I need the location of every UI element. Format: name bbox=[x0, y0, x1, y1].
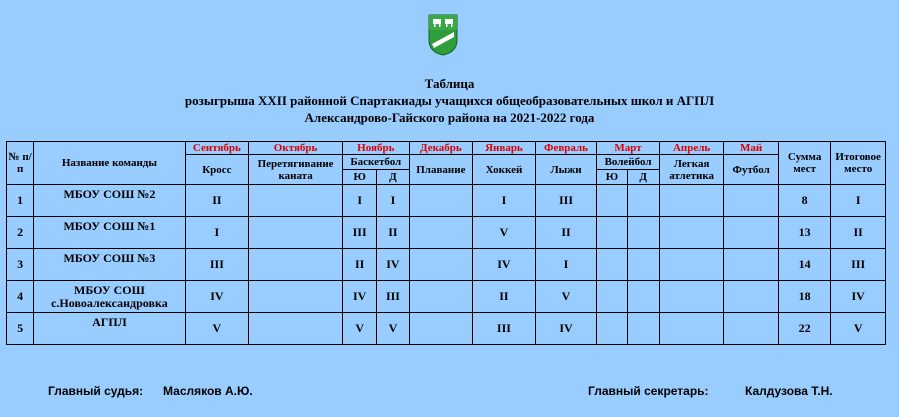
cell-tug bbox=[249, 249, 343, 281]
month-sep: Сентябрь bbox=[185, 142, 249, 155]
cell-team: МБОУ СОШ с.Новоалександровка bbox=[34, 281, 185, 313]
cell-cross: I bbox=[185, 217, 249, 249]
basketball-youth: Ю bbox=[343, 170, 377, 185]
cell-basketball-youth: I bbox=[343, 185, 377, 217]
results-table bbox=[6, 141, 886, 345]
cell-basketball-girls: I bbox=[377, 185, 409, 217]
header-num: № п/п bbox=[7, 142, 34, 185]
cell-sum: 18 bbox=[778, 281, 830, 313]
header-final: Итоговое место bbox=[831, 142, 886, 185]
cell-sum: 22 bbox=[778, 313, 830, 345]
cell-volleyball-youth bbox=[597, 313, 627, 345]
cell-ski: I bbox=[535, 249, 597, 281]
cell-final: III bbox=[831, 249, 886, 281]
cell-num: 3 bbox=[7, 249, 34, 281]
cell-sum: 8 bbox=[778, 185, 830, 217]
cell-athletics bbox=[659, 313, 724, 345]
cell-team: МБОУ СОШ №3 bbox=[34, 249, 185, 281]
sport-ski: Лыжи bbox=[535, 155, 597, 185]
cell-team: МБОУ СОШ №1 bbox=[34, 217, 185, 249]
cell-final: II bbox=[831, 217, 886, 249]
cell-athletics bbox=[659, 217, 724, 249]
cell-team: МБОУ СОШ №2 bbox=[34, 185, 185, 217]
header-sum: Сумма мест bbox=[778, 142, 830, 185]
sport-football: Футбол bbox=[724, 155, 778, 185]
month-may: Май bbox=[724, 142, 778, 155]
cell-volleyball-youth bbox=[597, 281, 627, 313]
cell-basketball-girls: III bbox=[377, 281, 409, 313]
month-jan: Январь bbox=[473, 142, 536, 155]
cell-num: 4 bbox=[7, 281, 34, 313]
cell-num: 2 bbox=[7, 217, 34, 249]
cell-basketball-youth: III bbox=[343, 217, 377, 249]
cell-football bbox=[724, 281, 778, 313]
cell-cross: III bbox=[185, 249, 249, 281]
cell-swimming bbox=[409, 185, 473, 217]
sport-volleyball: Волейбол bbox=[597, 155, 660, 170]
cell-volleyball-youth bbox=[597, 249, 627, 281]
month-nov: Ноябрь bbox=[343, 142, 410, 155]
cell-hockey: V bbox=[473, 217, 536, 249]
title-line-1: Таблица bbox=[424, 76, 475, 91]
table-row bbox=[7, 217, 886, 249]
cell-swimming bbox=[409, 281, 473, 313]
cell-num: 5 bbox=[7, 313, 34, 345]
cell-hockey: II bbox=[473, 281, 536, 313]
judge-name: Масляков А.Ю. bbox=[163, 384, 253, 398]
cell-football bbox=[724, 217, 778, 249]
cell-basketball-girls: IV bbox=[377, 249, 409, 281]
sport-cross: Кросс bbox=[185, 155, 249, 185]
secretary-name: Калдузова Т.Н. bbox=[745, 384, 833, 398]
cell-basketball-girls: V bbox=[377, 313, 409, 345]
month-dec: Декабрь bbox=[409, 142, 473, 155]
cell-final: IV bbox=[831, 281, 886, 313]
cell-ski: IV bbox=[535, 313, 597, 345]
cell-volleyball-youth bbox=[597, 185, 627, 217]
table-row bbox=[7, 313, 886, 345]
sport-tug: Перетягивание каната bbox=[249, 155, 343, 185]
table-row bbox=[7, 249, 886, 281]
month-apr: Апрель bbox=[659, 142, 724, 155]
cell-volleyball-youth bbox=[597, 217, 627, 249]
cell-athletics bbox=[659, 249, 724, 281]
cell-ski: III bbox=[535, 185, 597, 217]
title-line-3: Александрово-Гайского района на 2021-2022 года bbox=[304, 110, 595, 125]
table-row bbox=[7, 185, 886, 217]
cell-cross: V bbox=[185, 313, 249, 345]
sport-basketball: Баскетбол bbox=[343, 155, 410, 170]
secretary-label: Главный секретарь: bbox=[588, 384, 709, 398]
cell-basketball-youth: V bbox=[343, 313, 377, 345]
document-title bbox=[0, 75, 899, 126]
cell-final: I bbox=[831, 185, 886, 217]
cell-sum: 14 bbox=[778, 249, 830, 281]
cell-volleyball-girls bbox=[627, 185, 659, 217]
sport-swimming: Плавание bbox=[409, 155, 473, 185]
month-mar: Март bbox=[597, 142, 660, 155]
header-team: Название команды bbox=[34, 142, 185, 185]
cell-num: 1 bbox=[7, 185, 34, 217]
cell-basketball-youth: II bbox=[343, 249, 377, 281]
cell-cross: II bbox=[185, 185, 249, 217]
cell-ski: V bbox=[535, 281, 597, 313]
sport-hockey: Хоккей bbox=[473, 155, 536, 185]
cell-basketball-girls: II bbox=[377, 217, 409, 249]
cell-hockey: I bbox=[473, 185, 536, 217]
cell-tug bbox=[249, 185, 343, 217]
cell-swimming bbox=[409, 313, 473, 345]
cell-tug bbox=[249, 281, 343, 313]
cell-football bbox=[724, 313, 778, 345]
judge-label: Главный судья: bbox=[48, 384, 144, 398]
volleyball-youth: Ю bbox=[597, 170, 627, 185]
cell-tug bbox=[249, 217, 343, 249]
cell-ski: II bbox=[535, 217, 597, 249]
cell-sum: 13 bbox=[778, 217, 830, 249]
cell-hockey: IV bbox=[473, 249, 536, 281]
cell-basketball-youth: IV bbox=[343, 281, 377, 313]
cell-tug bbox=[249, 313, 343, 345]
cell-swimming bbox=[409, 249, 473, 281]
cell-volleyball-girls bbox=[627, 313, 659, 345]
month-feb: Февраль bbox=[535, 142, 597, 155]
volleyball-girls: Д bbox=[627, 170, 659, 185]
cell-athletics bbox=[659, 281, 724, 313]
cell-volleyball-girls bbox=[627, 281, 659, 313]
title-line-2: розыгрыша XXII районной Спартакиады учащихся общеобразовательных школ и АГПЛ bbox=[184, 93, 715, 108]
cell-cross: IV bbox=[185, 281, 249, 313]
cell-football bbox=[724, 249, 778, 281]
cell-final: V bbox=[831, 313, 886, 345]
cell-swimming bbox=[409, 217, 473, 249]
sport-athletics: Легкая атлетика bbox=[659, 155, 724, 185]
cell-athletics bbox=[659, 185, 724, 217]
basketball-girls: Д bbox=[377, 170, 409, 185]
cell-hockey: III bbox=[473, 313, 536, 345]
cell-volleyball-girls bbox=[627, 217, 659, 249]
month-oct: Октябрь bbox=[249, 142, 343, 155]
cell-volleyball-girls bbox=[627, 249, 659, 281]
cell-team: АГПЛ bbox=[34, 313, 185, 345]
cell-football bbox=[724, 185, 778, 217]
table-row bbox=[7, 281, 886, 313]
coat-of-arms-icon bbox=[428, 14, 458, 56]
